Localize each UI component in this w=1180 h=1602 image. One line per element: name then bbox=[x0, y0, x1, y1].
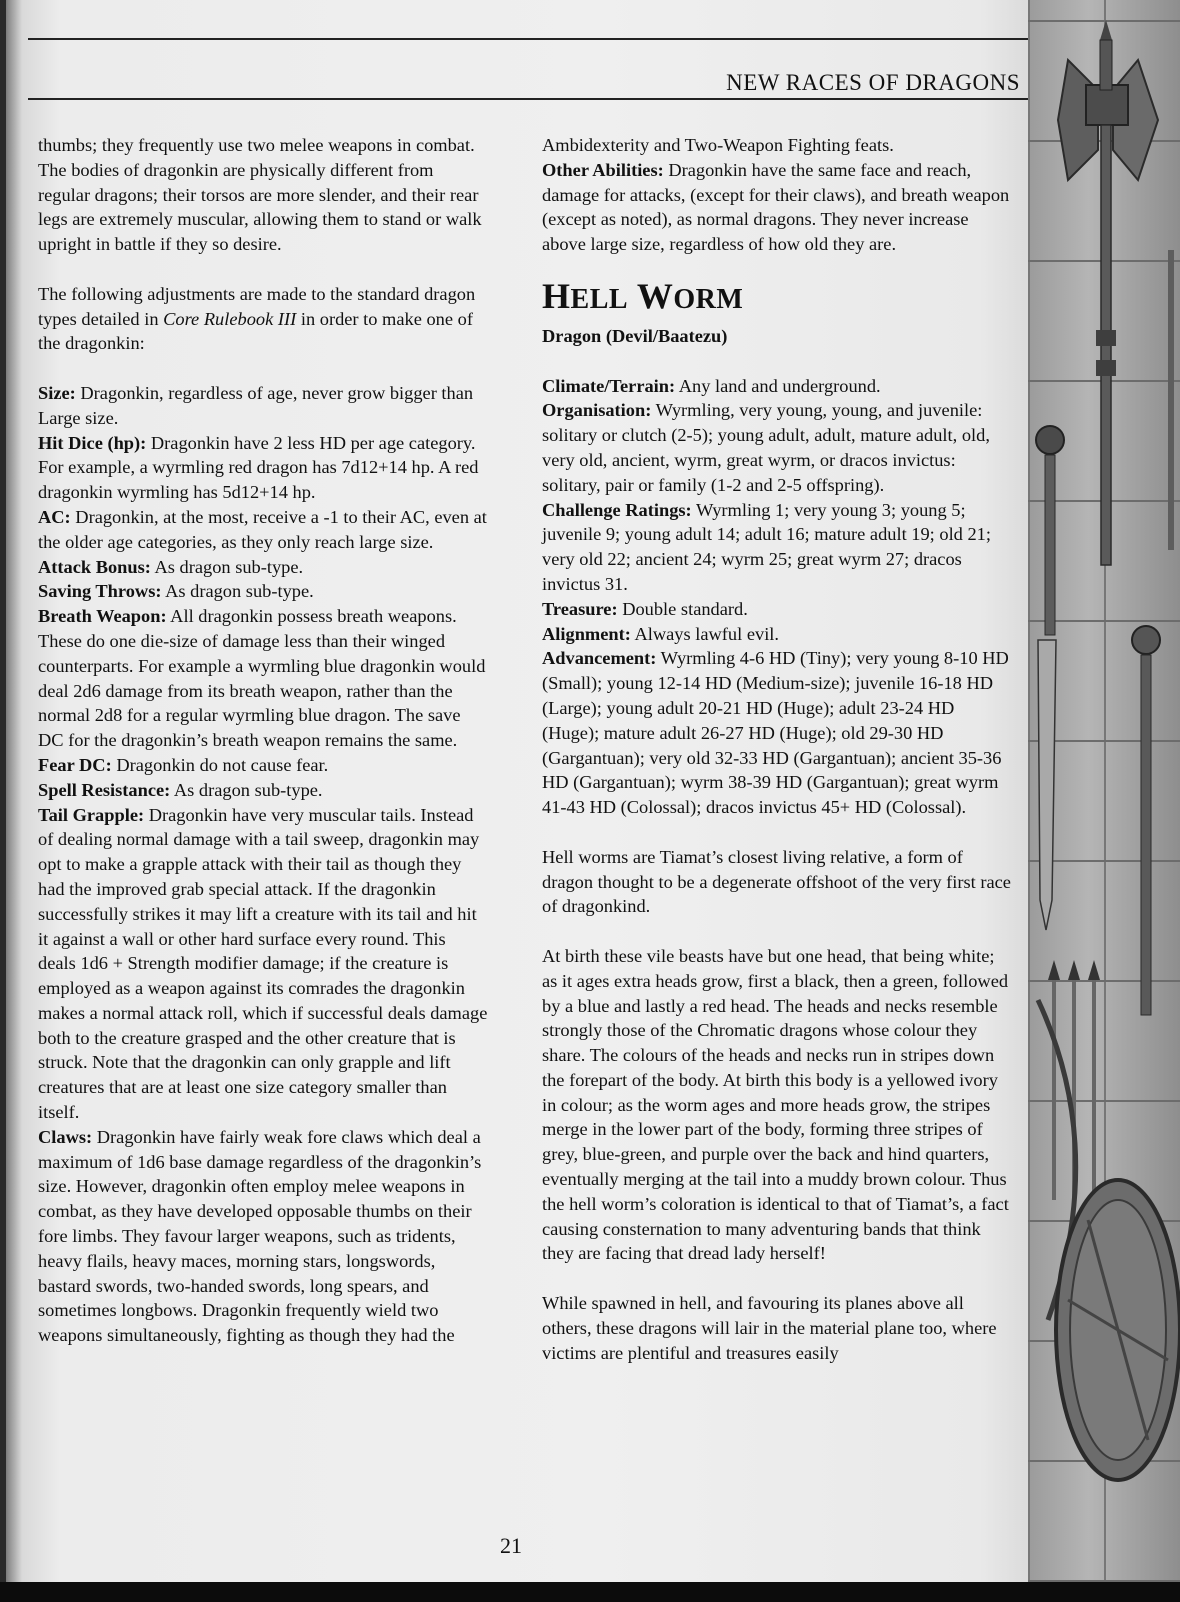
stat-advancement: Advancement: Wyrmling 4-6 HD (Tiny); very young 8-10 HD (Small); young 12-14 HD (Medium-size); juvenile 16-18 HD (Large); young adult 20-21 HD (Huge); adult 23-24 HD (Huge); mature adult 26-27 HD (Huge); old 29-30 HD (Gargantuan); very old 32-33 HD (Gargantuan); ancient 35-36 HD (Gargantuan); wyrm 38-39 HD (Gargantuan); great wyrm 41-43 HD (Colossal); dracos invictus 45+ HD (Colossal). bbox=[542, 648, 1009, 818]
top-rule bbox=[28, 38, 1028, 40]
stat-treasure: Treasure: Double standard. bbox=[542, 598, 748, 619]
entry-spell-resistance: Spell Resistance: As dragon sub-type. bbox=[38, 779, 323, 800]
book-spine-shadow bbox=[0, 0, 6, 1582]
paragraph-dragonkin-body: thumbs; they frequently use two melee weapons in combat. The bodies of dragonkin are physically different from regular dragons; their torsos are more slender, and their rear legs are extremely muscular, allowing them to stand or walk upright in battle if they so desire. bbox=[38, 135, 482, 255]
paragraph-heads: At birth these vile beasts have but one head, that being white; as it ages extra heads grow, first a black, then a green, followed by a blue and lastly a red head. The heads and necks resemble strongly those of the Chromatic dragons whose colour they share. The colours of the heads and necks run in stripes down the forepart of the body. At birth this body is a yellowed ivory in colour; as the worm ages and more heads grow, the stripes merge in the lower part of the body, forming three stripes of grey, blue-green, and purple over the back and hind quarters, eventually merging at the tail into a muddy brown colour. Thus the hell worm’s coloration is identical to that of Tiamat’s, a fact causing consternation to many adventuring bands that think they are facing that dread lady herself! bbox=[542, 945, 1009, 1264]
entry-tail-grapple: Tail Grapple: Dragonkin have very muscular tails. Instead of dealing normal damage with a tail sweep, dragonkin may opt to make a grapple attack with their tail as though they had the improved grab special attack. If the dragonkin successfully strikes it may lift a creature with its tail and hit it against a wall or other hard surface every round. This deals 1d6 + Strength modifier damage; if the creature is employed as a weapon against its comrades the dragonkin makes a normal attack roll, which if successful deals damage both to the creature grasped and the other creature that is struck. Note that the dragonkin can only grapple and lift creatures that are at least one size category smaller than itself. bbox=[38, 804, 488, 1123]
weapon-rack-art bbox=[1028, 0, 1180, 1582]
entry-other-abilities: Other Abilities: Dragonkin have the same face and reach, damage for attacks, (except for their claws), and breath weapon (except as noted), as normal dragons. They never increase above large size, regardless of how old they are. bbox=[542, 159, 1010, 255]
entry-size: Size: Dragonkin, regardless of age, never grow bigger than Large size. bbox=[38, 382, 474, 428]
paragraph-continued: Ambidexterity and Two-Weapon Fighting feats. bbox=[542, 135, 894, 155]
stat-climate: Climate/Terrain: Any land and underground. bbox=[542, 375, 881, 396]
book-title: Core Rulebook III bbox=[163, 308, 297, 329]
entry-fear-dc: Fear DC: Dragonkin do not cause fear. bbox=[38, 754, 329, 775]
weapon-rack-illustration bbox=[1028, 0, 1180, 1582]
left-column bbox=[38, 133, 488, 1348]
stat-organisation: Organisation: Wyrmling, very young, young, and juvenile: solitary or clutch (2-5); young adult, adult, mature adult, old, very old, ancient, wyrm, great wyrm, or dracos invictus: solitary, pair or family (1-2 and 2-5 offspring). bbox=[542, 400, 990, 495]
stat-alignment: Alignment: Always lawful evil. bbox=[542, 623, 780, 644]
paragraph-lair: While spawned in hell, and favouring its planes above all others, these dragons will lair in the material plane too, where victims are plentiful and treasures easily bbox=[542, 1293, 997, 1363]
page-number: 21 bbox=[500, 1533, 522, 1558]
entry-hit-dice: Hit Dice (hp): Dragonkin have 2 less HD per age category. For example, a wyrmling red dragon has 7d12+14 hp. A red dragonkin wyrmling has 5d12+14 hp. bbox=[38, 432, 479, 503]
running-header: NEW RACES OF DRAGONS bbox=[726, 70, 1020, 95]
header-rule bbox=[28, 98, 1028, 100]
paragraph-relative: Hell worms are Tiamat’s closest living relative, a form of dragon thought to be a degenerate offshoot of the very first race of dragonkind. bbox=[542, 846, 1011, 917]
stat-challenge-ratings: Challenge Ratings: Wyrmling 1; very young 3; young 5; juvenile 9; young adult 14; adult 16; mature adult 19; old 21; very old 22; ancient 24; wyrm 25; great wyrm 27; dracos invictus 31. bbox=[542, 499, 991, 594]
creature-type-subtitle: Dragon (Devil/Baatezu) bbox=[542, 325, 728, 346]
scan-bottom-edge bbox=[0, 1582, 1180, 1602]
paragraph-adjustments: The following adjustments are made to the standard dragon types detailed in Core Rulebook III in order to make one of the dragonkin: bbox=[38, 283, 476, 354]
right-column bbox=[542, 133, 1012, 1365]
entry-claws: Claws: Dragonkin have fairly weak fore claws which deal a maximum of 1d6 base damage regardless of the dragonkin’s size. However, dragonkin often employ melee weapons in combat, as they have developed opposable thumbs on their fore limbs. They favour larger weapons, such as tridents, heavy flails, heavy maces, morning stars, longswords, bastard swords, two-handed swords, long spears, and sometimes longbows. Dragonkin frequently wield two weapons simultaneously, fighting as though they had the bbox=[38, 1126, 482, 1346]
entry-saving-throws: Saving Throws: As dragon sub-type. bbox=[38, 581, 314, 602]
entry-breath-weapon: Breath Weapon: All dragonkin possess breath weapons. These do one die-size of damage less than their winged counterparts. For example a wyrmling blue dragonkin would deal 2d6 damage from its breath weapon, rather than the normal 2d8 for a regular wyrmling blue dragon. The save DC for the dragonkin’s breath weapon remains the same. bbox=[38, 606, 486, 751]
entry-ac: AC: Dragonkin, at the most, receive a -1 to their AC, even at the older age categories, as they only reach large size. bbox=[38, 506, 487, 552]
entry-attack-bonus: Attack Bonus: As dragon sub-type. bbox=[38, 556, 304, 577]
section-heading-hell-worm: HELL WORM bbox=[542, 275, 744, 316]
